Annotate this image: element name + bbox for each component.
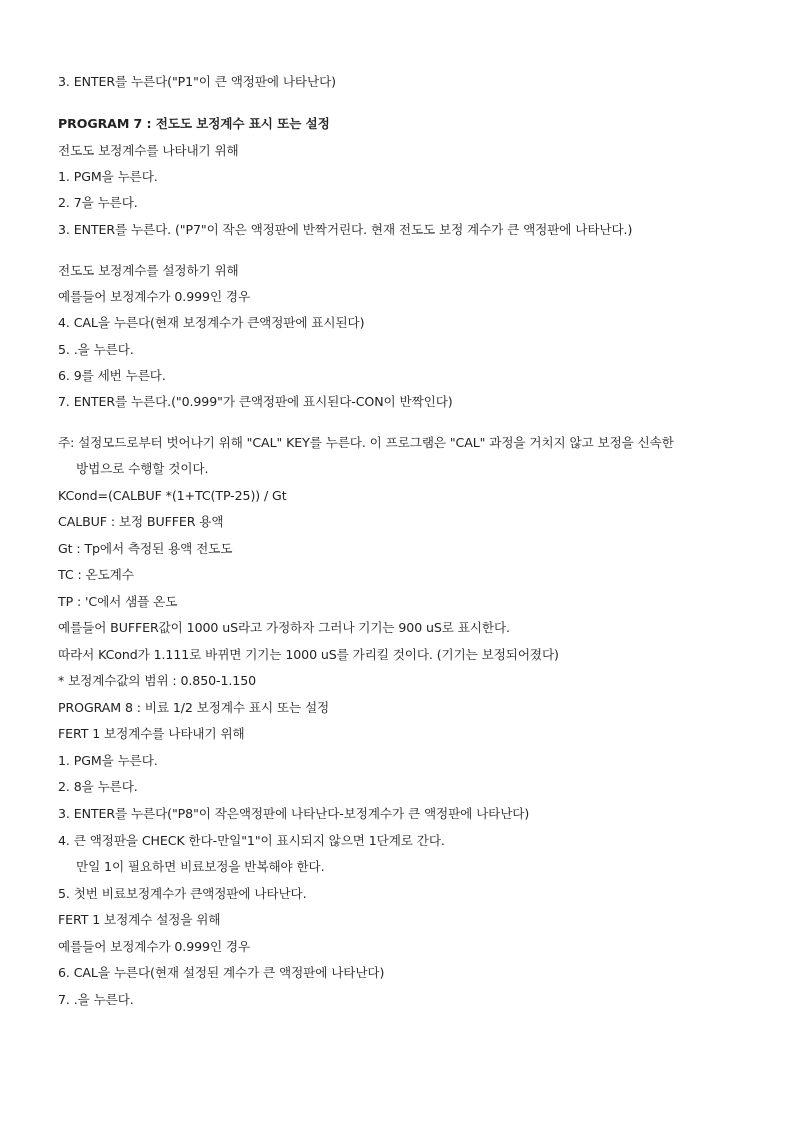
step-6-nine: 6. 9를 세번 누른다.: [58, 368, 166, 383]
p8-step-6-cal: 6. CAL을 누른다(현재 설정된 계수가 큰 액정판에 나타난다): [58, 965, 385, 980]
p8-step-2-eight: 2. 8을 누른다.: [58, 779, 138, 794]
display-coefficient-subheading: 전도도 보정계수를 나타내기 위해: [58, 143, 239, 158]
buffer-example: 예를들어 BUFFER값이 1000 uS라고 가정하자 그러나 기기는 900 uS로 표시한다.: [58, 620, 510, 635]
p8-step-3-enter: 3. ENTER를 누른다("P8"이 작은액정판에 나타난다-보정계수가 큰 액정판에 나타난다): [58, 806, 530, 821]
kcond-example: 따라서 KCond가 1.111로 바뀌면 기기는 1000 uS를 가리킬 것이다. (기기는 보정되어졌다): [58, 647, 559, 662]
step-5-dot: 5. .을 누른다.: [58, 342, 134, 357]
note-line-2: 방법으로 수행할 것이다.: [76, 461, 209, 476]
fert1-set-subheading: FERT 1 보정계수 설정을 위해: [58, 912, 221, 927]
gt-definition: Gt : Tp에서 측정된 용액 전도도: [58, 541, 233, 556]
step-3-enter-p7: 3. ENTER를 누른다. ("P7"이 작은 액정판에 반짝거린다. 현재 전도도 보정 계수가 큰 액정판에 나타난다.): [58, 222, 633, 237]
step-enter-p1: 3. ENTER를 누른다("P1"이 큰 액정판에 나타난다): [58, 74, 336, 89]
p8-step-5-first-coefficient: 5. 첫번 비료보정계수가 큰액정판에 나타난다.: [58, 886, 307, 901]
program-8-heading: PROGRAM 8 : 비료 1/2 보정계수 표시 또는 설정: [58, 700, 330, 715]
fert1-example-coefficient: 예를들어 보정계수가 0.999인 경우: [58, 939, 251, 954]
fert1-display-subheading: FERT 1 보정계수를 나타내기 위해: [58, 726, 245, 741]
p8-step-4-check: 4. 큰 액정판을 CHECK 한다-만일"1"이 표시되지 않으면 1단계로 간다.: [58, 833, 445, 848]
tc-definition: TC : 온도계수: [58, 567, 134, 582]
calbuf-definition: CALBUF : 보정 BUFFER 용액: [58, 514, 224, 529]
step-2-seven: 2. 7을 누른다.: [58, 195, 138, 210]
p8-step-1-pgm: 1. PGM을 누른다.: [58, 753, 158, 768]
example-coefficient: 예를들어 보정계수가 0.999인 경우: [58, 289, 251, 304]
note-line-1: 주: 설정모드로부터 벗어나기 위해 "CAL" KEY를 누른다. 이 프로그램은 "CAL" 과정을 거치지 않고 보정을 신속한: [58, 435, 674, 450]
step-1-pgm: 1. PGM을 누른다.: [58, 169, 158, 184]
kcond-formula: KCond=(CALBUF *(1+TC(TP-25)) / Gt: [58, 488, 287, 503]
p8-step-7-dot: 7. .을 누른다.: [58, 992, 134, 1007]
program-7-heading: PROGRAM 7 : 전도도 보정계수 표시 또는 설정: [58, 116, 330, 131]
p8-step-4-continued: 만일 1이 필요하면 비료보정을 반복해야 한다.: [76, 859, 325, 874]
step-7-enter: 7. ENTER를 누른다.("0.999"가 큰액정판에 표시된다-CON이 반짝인다): [58, 394, 453, 409]
step-4-cal: 4. CAL을 누른다(현재 보정계수가 큰액정판에 표시된다): [58, 315, 365, 330]
set-coefficient-subheading: 전도도 보정계수를 설정하기 위해: [58, 263, 239, 278]
coefficient-range: * 보정계수값의 범위 : 0.850-1.150: [58, 673, 257, 688]
tp-definition: TP : 'C에서 샘플 온도: [58, 594, 178, 609]
